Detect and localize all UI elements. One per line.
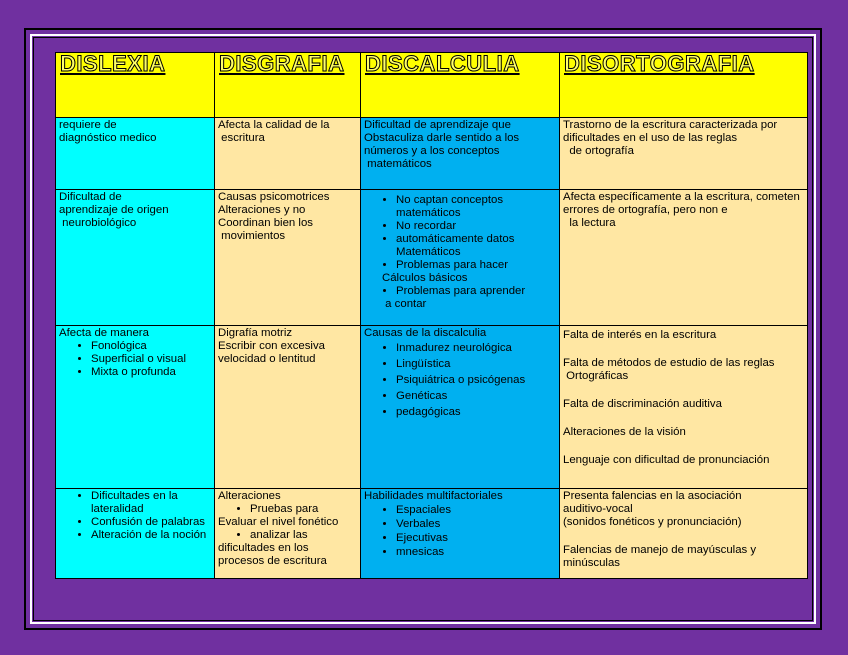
cell-text: Causas psicomotrices xyxy=(218,191,330,203)
cell-text: a contar xyxy=(382,298,427,310)
cell-text: Dificultad de xyxy=(59,191,122,203)
cell-disgrafia xyxy=(215,190,361,326)
list-item: • Fonológica xyxy=(91,340,211,353)
list-item: • Lingüística xyxy=(396,356,556,372)
list-item: • Inmadurez neurológica xyxy=(396,340,556,356)
cell-dislexia xyxy=(56,118,215,190)
cell-discalculia xyxy=(361,118,560,190)
cell-text: Causas de la discalculia xyxy=(364,327,487,339)
list-item: • automáticamente datos Matemáticos xyxy=(396,233,556,259)
cell-text: requiere de xyxy=(59,119,117,131)
bullet-list xyxy=(364,194,556,272)
cell-disortografia xyxy=(560,326,808,489)
cell-disortografia xyxy=(560,118,808,190)
header-disortografia: DISORTOGRAFIA xyxy=(564,52,755,76)
cell-disortografia xyxy=(560,190,808,326)
cell-text: Trastorno de la escritura caracterizada por dificultades en el uso de las reglas xyxy=(563,119,778,144)
cell-text: Falencias de manejo de mayúsculas y xyxy=(563,544,757,556)
cell-text: velocidad o lentitud xyxy=(218,353,316,365)
list-item: • Problemas para hacer xyxy=(396,259,556,272)
cell-text: Afecta de manera xyxy=(59,327,149,339)
header-cell-disortografia xyxy=(560,53,808,118)
header-cell-disgrafia xyxy=(215,53,361,118)
cell-text: de ortografía xyxy=(563,145,634,157)
list-item: • Genéticas xyxy=(396,388,556,404)
cell-text: Coordinan bien los xyxy=(218,217,313,229)
header-discalculia: DISCALCULIA xyxy=(365,52,520,76)
cell-text: Falta de métodos de estudio de las reglas xyxy=(563,357,775,369)
header-disgrafia: DISGRAFIA xyxy=(219,52,345,76)
list-item: • Problemas para aprender xyxy=(396,285,556,298)
cell-disgrafia xyxy=(215,118,361,190)
cell-text: Cálculos básicos xyxy=(382,272,468,284)
cell-dislexia xyxy=(56,489,215,579)
cell-disortografia xyxy=(560,489,808,579)
bullet-list xyxy=(364,503,556,559)
cell-text: neurobiológico xyxy=(59,217,137,229)
cell-text: Afecta específicamente a la escritura, cometen errores de ortografía, pero non e xyxy=(563,191,800,216)
table-row xyxy=(56,326,808,489)
list-item: • Psiquiátrica o psicógenas xyxy=(396,372,556,388)
bullet-list xyxy=(59,340,211,379)
bullet-list xyxy=(364,285,556,298)
list-item: • Pruebas para xyxy=(250,503,357,516)
cell-text: Alteraciones de la visión xyxy=(563,426,686,438)
cell-text: dificultades en los xyxy=(218,542,309,554)
cell-text: Alteraciones y no xyxy=(218,204,306,216)
comparison-table xyxy=(55,52,808,579)
list-item: • pedagógicas xyxy=(396,404,556,420)
cell-text: escritura xyxy=(218,132,265,144)
header-cell-discalculia xyxy=(361,53,560,118)
cell-text: Falta de discriminación auditiva xyxy=(563,398,722,410)
header-dislexia: DISLEXIA xyxy=(60,52,166,76)
cell-dislexia xyxy=(56,190,215,326)
cell-text: (sonidos fonéticos y pronunciación) xyxy=(563,516,742,528)
cell-text: Falta de interés en la escritura xyxy=(563,329,717,341)
bullet-list xyxy=(59,490,211,542)
cell-discalculia xyxy=(361,489,560,579)
cell-text: Evaluar el nivel fonético xyxy=(218,516,339,528)
cell-text: minúsculas xyxy=(563,557,620,569)
cell-text: la lectura xyxy=(563,217,616,229)
list-item: • Confusión de palabras xyxy=(91,516,211,529)
list-item: • Ejecutivas xyxy=(396,531,556,545)
cell-text: Ortográficas xyxy=(563,370,629,382)
cell-disgrafia xyxy=(215,489,361,579)
cell-discalculia xyxy=(361,326,560,489)
cell-text: Presenta falencias en la asociación xyxy=(563,490,742,502)
cell-text: movimientos xyxy=(218,230,286,242)
cell-text: Digrafía motriz xyxy=(218,327,293,339)
bullet-list xyxy=(364,340,556,420)
cell-text: Lenguaje con dificultad de pronunciación xyxy=(563,454,770,466)
bullet-list xyxy=(218,503,357,516)
cell-text: diagnóstico medico xyxy=(59,132,157,144)
list-item: • Espaciales xyxy=(396,503,556,517)
table-row xyxy=(56,489,808,579)
table-row xyxy=(56,190,808,326)
cell-text: aprendizaje de origen xyxy=(59,204,169,216)
table-row xyxy=(56,118,808,190)
list-item: • mnesicas xyxy=(396,545,556,559)
cell-disgrafia xyxy=(215,326,361,489)
list-item: • Mixta o profunda xyxy=(91,366,211,379)
header-cell-dislexia xyxy=(56,53,215,118)
cell-dislexia xyxy=(56,326,215,489)
cell-text: Alteraciones xyxy=(218,490,281,502)
cell-text: auditivo-vocal xyxy=(563,503,633,515)
list-item: • Dificultades en la lateralidad xyxy=(91,490,211,516)
list-item: • Verbales xyxy=(396,517,556,531)
bullet-list xyxy=(218,529,357,542)
list-item: • Superficial o visual xyxy=(91,353,211,366)
cell-text: procesos de escritura xyxy=(218,555,327,567)
cell-text: Habilidades multifactoriales xyxy=(364,490,503,502)
cell-text: Escribir con excesiva xyxy=(218,340,325,352)
list-item: • No captan conceptos matemáticos xyxy=(396,194,556,220)
list-item: • analizar las xyxy=(250,529,357,542)
header-row xyxy=(56,53,808,118)
cell-text: Dificultad de aprendizaje que Obstaculiza darle sentido a los números y a los conceptos xyxy=(364,119,520,157)
list-item: • Alteración de la noción xyxy=(91,529,211,542)
cell-discalculia xyxy=(361,190,560,326)
cell-text: matemáticos xyxy=(364,158,432,170)
list-item: • No recordar xyxy=(396,220,556,233)
cell-text: Afecta la calidad de la xyxy=(218,119,330,131)
